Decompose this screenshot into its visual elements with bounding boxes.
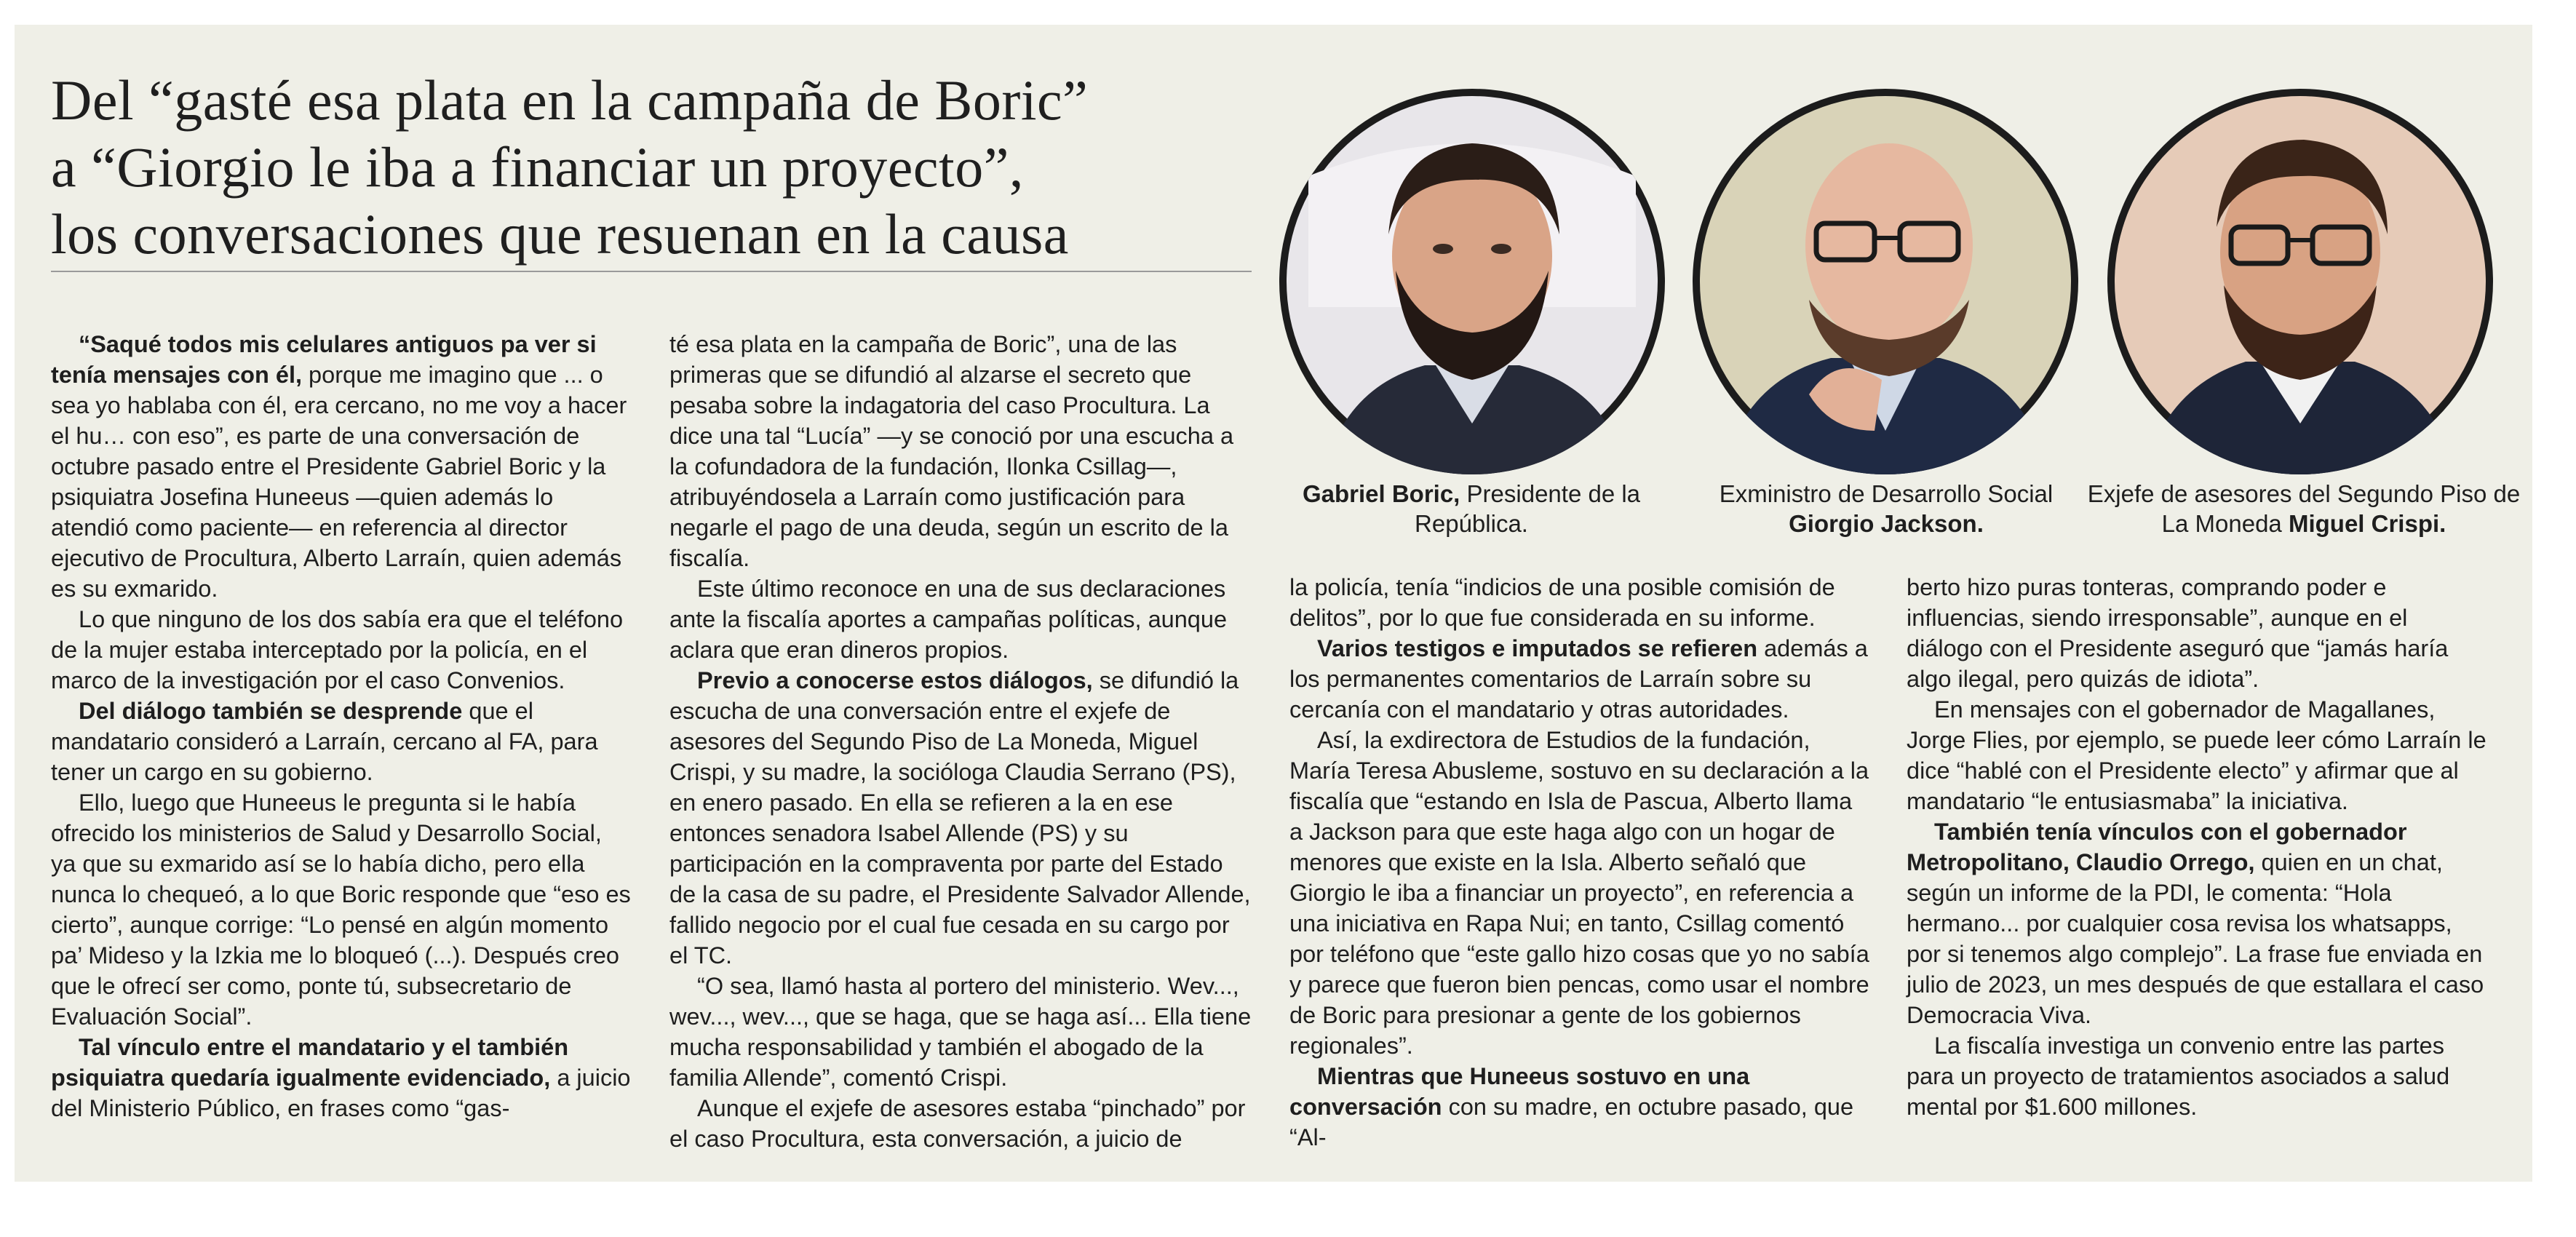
lead-in: Previo a conocerse estos diálogos, bbox=[697, 667, 1093, 693]
article-column-4 bbox=[1907, 572, 2489, 1122]
lead-in: Del diálogo también se desprende bbox=[79, 698, 463, 724]
headline-line-3: los conversaciones que resuenan en la causa bbox=[51, 202, 1069, 266]
headline-line-1: Del “gasté esa plata en la campaña de Boric” bbox=[51, 68, 1089, 132]
paragraph: Lo que ninguno de los dos sabía era que el teléfono de la mujer estaba interceptado por la policía, en el marco de la investigación por el caso Convenios. bbox=[51, 606, 624, 693]
paragraph bbox=[669, 665, 1252, 971]
paragraph bbox=[1907, 816, 2489, 1030]
paragraph: té esa plata en la campaña de Boric”, una de las primeras que se difundió al alzarse el secreto que pesaba sobre la indagatoria del caso Procultura. La dice una tal “Lucía” —y se conoció por una escucha a la cofundadora de la fundación, Ilonka Csillag—, atribuyéndosela a Larraín como justificación para negarle el pago de una deuda, según un escrito de la fiscalía. bbox=[669, 331, 1234, 571]
paragraph bbox=[51, 696, 633, 787]
caption-text: Exjefe de asesores del Segundo Piso de La Moneda bbox=[2087, 480, 2521, 537]
lead-in: También tenía vínculos con el gobernador Metropolitano, Claudio Orrego, bbox=[1907, 819, 2407, 875]
lead-in: “Saqué todos mis celulares antiguos pa ver si tenía mensajes con él, bbox=[51, 331, 597, 388]
paragraph-text: con su madre, en octubre pasado, que “Al- bbox=[1289, 1094, 1854, 1150]
paragraph: la policía, tenía “indicios de una posible comisión de delitos”, por lo que fue considerada en su informe. bbox=[1289, 574, 1835, 631]
paragraph: Así, la exdirectora de Estudios de la fundación, María Teresa Abusleme, sostuvo en su declaración a la fiscalía que “estando en Isla de Pascua, Alberto llama a Jackson para que este haga algo con un hogar de menores que existe en la Isla. Alberto señaló que Giorgio le iba a financiar un proyecto”, en referencia a una iniciativa en Rapa Nui; en tanto, Csillag comentó por teléfono que “este gallo hizo cosas que yo no sabía y parece que fueron bien pencas, como usar el nombre de Boric para presionar a gente de los gobiernos regionales”. bbox=[1289, 727, 1869, 1059]
photo-miguel-crispi bbox=[2107, 89, 2493, 474]
paragraph bbox=[51, 1032, 633, 1123]
paragraph: Aunque el exjefe de asesores estaba “pinchado” por el caso Procultura, esta conversación, a juicio de bbox=[669, 1095, 1246, 1152]
paragraph-text: que el mandatario consideró a Larraín, cercano al FA, para tener un cargo en su gobierno. bbox=[51, 698, 598, 785]
article-column-1 bbox=[51, 329, 633, 1123]
lead-in: Varios testigos e imputados se refieren bbox=[1317, 635, 1758, 661]
photo-giorgio-jackson bbox=[1693, 89, 2078, 474]
caption-bold: Gabriel Boric, bbox=[1302, 480, 1460, 507]
caption-text: Exministro de Desarrollo Social bbox=[1719, 480, 2054, 507]
headline bbox=[51, 67, 1273, 268]
caption-gabriel-boric bbox=[1253, 479, 1690, 538]
paragraph: “O sea, llamó hasta al portero del ministerio. Wev..., wev..., wev..., que se haga, que se haga así... Ella tiene mucha responsabilidad y también el abogado de la familia Allende”, comentó Crispi. bbox=[669, 973, 1252, 1091]
paragraph-text: a juicio del Ministerio Público, en frases como “gas- bbox=[51, 1065, 631, 1121]
article-column-3 bbox=[1289, 572, 1872, 1153]
paragraph: Ello, luego que Huneeus le pregunta si le había ofrecido los ministerios de Salud y Desarrollo Social, ya que su exmarido así se lo había dicho, pero ella nunca lo chequeó, a lo que Boric responde que “eso es cierto”, aunque corrige: “Lo pensé en algún momento pa’ Mideso y la Izkia me lo bloqueó (...). Después creo que le ofrecí ser como, ponte tú, subsecretario de Evaluación Social”. bbox=[51, 789, 631, 1030]
paragraph bbox=[51, 329, 633, 604]
paragraph-text: además a los permanentes comentarios de Larraín sobre su cercanía con el mandatario y otras autoridades. bbox=[1289, 635, 1868, 723]
paragraph-text: porque me imagino que ... o sea yo hablaba con él, era cercano, no me voy a hacer el hu… con eso”, es parte de una conversación de octubre pasado entre el Presidente Gabriel Boric y la psiquiatra Josefina Huneeus —quien además lo atendió como paciente— en referencia al director ejecutivo de Procultura, Alberto Larraín, quien además es su exmarido. bbox=[51, 362, 627, 602]
headline-line-2: a “Giorgio le iba a financiar un proyecto”, bbox=[51, 135, 1024, 199]
paragraph bbox=[1289, 1061, 1872, 1153]
caption-bold: Giorgio Jackson. bbox=[1789, 510, 1984, 537]
caption-bold: Miguel Crispi. bbox=[2288, 510, 2446, 537]
article-column-2 bbox=[669, 329, 1252, 1154]
caption-miguel-crispi bbox=[2086, 479, 2522, 538]
paragraph: berto hizo puras tonteras, comprando poder e influencias, siendo irresponsable”, aunque en el diálogo con el Presidente aseguró que “jamás haría algo ilegal, pero quizás de idiota”. bbox=[1907, 574, 2449, 692]
caption-giorgio-jackson bbox=[1668, 479, 2104, 538]
paragraph: La fiscalía investiga un convenio entre las partes para un proyecto de tratamientos asociados a salud mental por $1.600 millones. bbox=[1907, 1033, 2450, 1120]
paragraph-text: quien en un chat, según un informe de la PDI, le comenta: “Hola hermano... por cualquier cosa revisa los whatsapps, por si tenemos algo complejo”. La frase fue enviada en julio de 2023, un mes después de que estallara el caso Democracia Viva. bbox=[1907, 849, 2484, 1028]
caption-text: Presidente de la República. bbox=[1415, 480, 1641, 537]
paragraph: En mensajes con el gobernador de Magallanes, Jorge Flies, por ejemplo, se puede leer cómo Larraín le dice “hablé con el Presidente electo” y afirmar que al mandatario “le entusiasmaba” la iniciativa. bbox=[1907, 696, 2486, 814]
paragraph bbox=[1289, 633, 1872, 725]
photo-gabriel-boric bbox=[1279, 89, 1665, 474]
headline-rule bbox=[51, 271, 1252, 272]
paragraph-text: se difundió la escucha de una conversación entre el exjefe de asesores del Segundo Piso de La Moneda, Miguel Crispi, y su madre, la socióloga Claudia Serrano (PS), en enero pasado. En ella se refieren a la en ese entonces senadora Isabel Allende (PS) y su participación en la compraventa por parte del Estado de la casa de su padre, el Presidente Salvador Allende, fallido negocio por el cual fue cesada en su cargo por el TC. bbox=[669, 667, 1251, 968]
lead-in: Mientras que Huneeus sostuvo en una conversación bbox=[1289, 1063, 1750, 1120]
lead-in: Tal vínculo entre el mandatario y el también psiquiatra quedaría igualmente evidenciado, bbox=[51, 1034, 569, 1091]
paragraph: Este último reconoce en una de sus declaraciones ante la fiscalía aportes a campañas políticas, aunque aclara que eran dineros propios. bbox=[669, 576, 1228, 663]
